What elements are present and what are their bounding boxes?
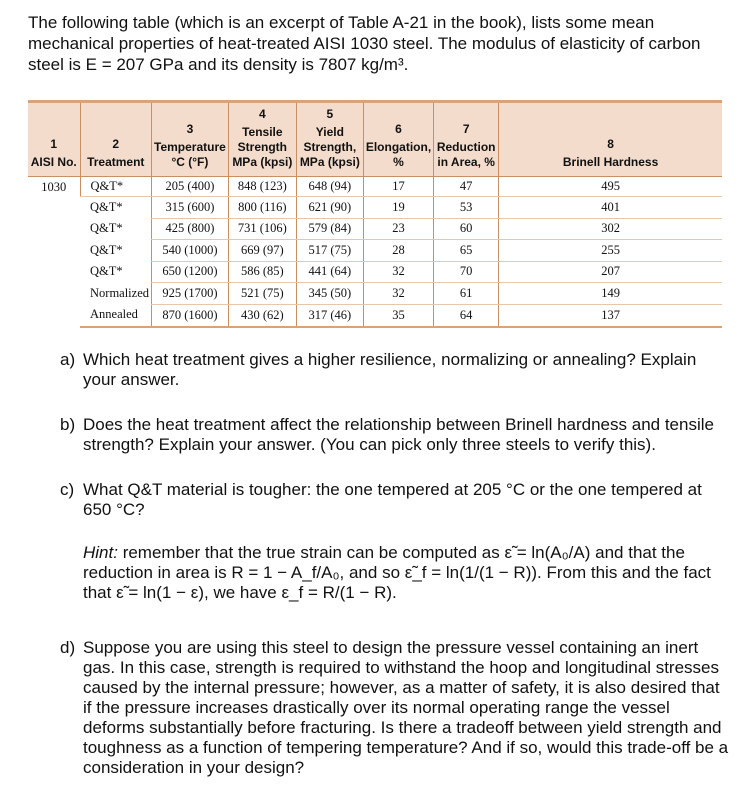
column-header [228,102,296,177]
table-row [28,218,722,240]
table-cell: 648 (94) [296,177,363,197]
column-number: 4 [258,107,266,121]
column-header [296,102,363,177]
table-cell: Normalized [90,285,150,300]
question-c [60,480,730,520]
table-cell: 345 (50) [296,283,363,305]
table-cell: 650 (1200) [152,261,229,283]
column-number: 7 [462,122,470,136]
column-title: Treatment [87,155,145,169]
column-title: Elongation, % [365,140,432,169]
table-cell: Q&T* [90,264,123,278]
question-text: Which heat treatment gives a higher resilience, normalizing or annealing? Explain your answer. [83,350,697,389]
question-d [60,638,730,778]
table-cell: 60 [434,218,499,240]
table-cell: 870 (1600) [152,304,229,327]
column-title: Reduction in Area, % [436,140,496,169]
question-b [60,415,730,455]
table-cell: 205 (400) [152,177,229,197]
column-header [152,102,229,177]
table-cell: 441 (64) [296,261,363,283]
header-row [28,102,722,177]
table-cell: 925 (1700) [152,283,229,305]
table-cell: 848 (123) [228,177,296,197]
hint-text: remember that the true strain can be computed as ε̃ = ln(A₀/A) and that the reduction in area is R = 1 − A_f/A₀, and so ε̃_f = ln(1/(1 − R)). From this and the fact that ε̃ = ln(1 − ε), we have ε_f = R/(1 − R). [83,543,711,602]
column-header [363,102,433,177]
table-cell: 61 [434,283,499,305]
table-cell: Q&T* [90,242,123,257]
table-cell: 35 [363,304,433,327]
table-cell: 32 [363,261,433,283]
intro-text: The following table (which is an excerpt of Table A-21 in the book), lists some mean mechanical properties of heat-treated AISI 1030 steel. The modulus of elasticity of carbon steel is E = 207 GPa and its density is 7807 kg/m³. [28,13,701,74]
table-cell: 315 (600) [152,196,229,218]
question-text: Suppose you are using this steel to design the pressure vessel containing an inert gas. In this case, strength is required to withstand the hoop and longitudinal stresses caused by the internal pressure; however, as a matter of safety, it is also desired that if the pressure increases drastically over its normal operating range the vessel deforms substantially before fracturing. Is there a tradeoff between yield strength and toughness as a function of tempering temperature? And if so, would this trade-off be a consideration in your design? [83,638,729,777]
column-title: Brinell Hardness [562,155,659,169]
aisi-number: 1030 [41,180,67,194]
column-header [28,102,80,177]
column-number: 6 [395,122,402,136]
table-cell: 47 [434,177,499,197]
table-cell: 517 (75) [296,240,363,262]
table-cell: 19 [363,196,433,218]
table-cell: 495 [499,177,722,197]
table-cell: 586 (85) [228,261,296,283]
table-row [28,177,722,197]
column-number: 1 [50,137,58,151]
question-text: What Q&T material is tougher: the one tempered at 205 °C or the one tempered at 650 °C? [83,480,702,519]
column-header [499,102,722,177]
table-row [28,196,722,218]
table-cell: 255 [499,240,722,262]
table-cell: 621 (90) [296,196,363,218]
column-header [80,102,152,177]
table-cell: Annealed [80,304,152,327]
table-row [28,261,722,283]
column-title: Yield Strength, MPa (kpsi) [299,125,360,169]
table-cell: 401 [499,196,722,218]
table-row [28,304,722,327]
question-a [60,350,730,390]
hint-label: Hint: [83,543,118,562]
table-cell: 17 [363,177,433,197]
table-cell: 579 (84) [296,218,363,240]
question-label: b) [60,415,76,434]
table-cell: 317 (46) [296,304,363,327]
table-cell: 302 [499,218,722,240]
table-cell: 800 (116) [228,196,296,218]
table-cell: 53 [434,196,499,218]
table-cell: 731 (106) [228,218,296,240]
table-cell: Q&T* [80,177,152,197]
column-number: 5 [326,107,334,121]
table-cell: 425 (800) [152,218,229,240]
table-cell: 669 (97) [228,240,296,262]
column-number: 3 [186,122,194,136]
table-cell: 149 [499,283,722,305]
table-cell: 65 [434,240,499,262]
table-cell: 137 [499,304,722,327]
table-cell: 70 [434,261,499,283]
table-cell: 28 [363,240,433,262]
table-row [28,240,722,262]
column-title: Tensile Strength MPa (kpsi) [232,125,293,169]
table-cell: 32 [363,283,433,305]
steel-properties-table [28,100,722,328]
table-cell: 430 (62) [228,304,296,327]
table-cell: Q&T* [90,199,123,214]
table-cell: 521 (75) [228,283,296,305]
table-cell: 207 [499,261,722,283]
table-cell: 23 [363,218,433,240]
column-title: Temperature °C (°F) [154,140,226,169]
column-number: 8 [607,137,614,151]
table-cell: 540 (1000) [152,240,229,262]
table-cell: 64 [434,304,499,327]
question-label: d) [60,638,76,657]
question-label: a) [60,350,76,369]
question-label: c) [60,480,75,499]
hint [83,543,733,603]
column-header [434,102,499,177]
question-text: Does the heat treatment affect the relationship between Brinell hardness and tensile strength? Explain your answer. (You can pick only three steels to verify this). [83,415,714,454]
column-title: AISI No. [30,155,77,169]
table-cell: Q&T* [90,221,123,235]
table-row [28,283,722,305]
column-number: 2 [112,137,120,151]
